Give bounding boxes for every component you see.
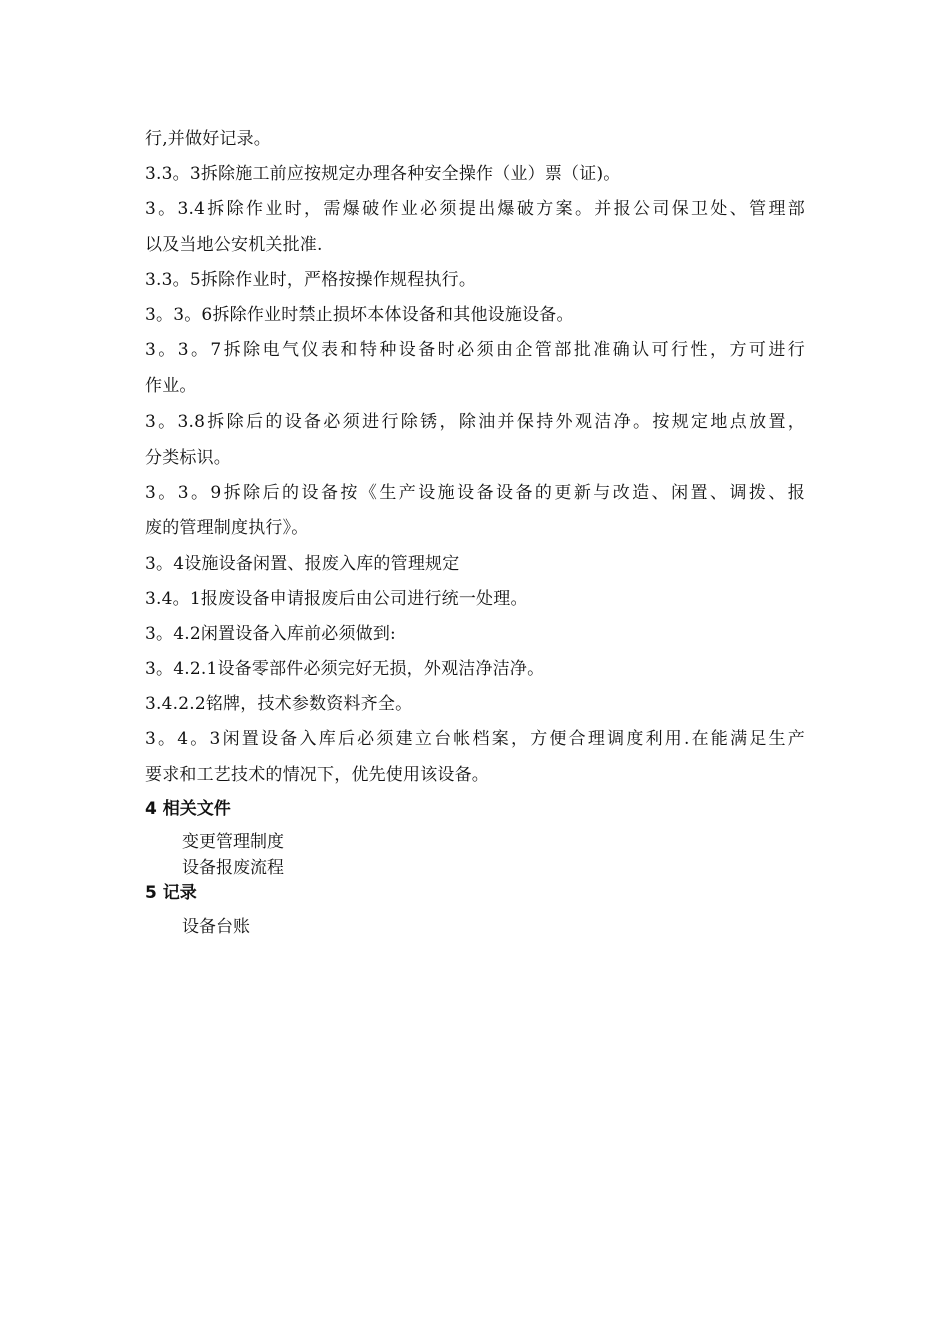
body-text-line: 3。4.2闲置设备入库前必须做到: [145, 624, 396, 644]
related-document-item: 变更管理制度 [182, 832, 284, 852]
body-text-line: 3.3。5拆除作业时，严格按操作规程执行。 [145, 270, 477, 290]
body-text-line: 3。3。7拆除电气仪表和特种设备时必须由企管部批准确认可行性，方可进行 [145, 340, 805, 360]
body-text-line: 3.4.2.2铭牌，技术参数资料齐全。 [145, 694, 413, 714]
body-text-line: 3.4。1报废设备申请报废后由公司进行统一处理。 [145, 589, 528, 609]
body-text-line: 行,并做好记录。 [145, 129, 272, 149]
body-text-line: 要求和工艺技术的情况下，优先使用该设备。 [145, 765, 489, 785]
body-text-line: 3。4设施设备闲置、报废入库的管理规定 [145, 554, 460, 574]
body-text-line: 以及当地公安机关批准. [145, 235, 323, 255]
body-text-line: 3。4.2.1设备零部件必须完好无损，外观洁净洁净。 [145, 659, 545, 679]
related-document-item: 设备报废流程 [182, 858, 284, 878]
body-text-line: 3。3。9拆除后的设备按《生产设施设备设备的更新与改造、闲置、调拨、报 [145, 483, 805, 503]
body-text-line: 作业。 [145, 376, 197, 396]
section-heading-related-documents: 4 相关文件 [145, 799, 231, 819]
body-text-line: 3。3.8拆除后的设备必须进行除锈，除油并保持外观洁净。按规定地点放置， [145, 412, 805, 432]
section-heading-records: 5 记录 [145, 883, 197, 903]
body-text-line: 3.3。3拆除施工前应按规定办理各种安全操作（业）票（证)。 [145, 164, 621, 184]
body-text-line: 3。3。6拆除作业时禁止损坏本体设备和其他设施设备。 [145, 305, 574, 325]
body-text-line: 3。4。3闲置设备入库后必须建立台帐档案，方便合理调度利用.在能满足生产 [145, 729, 805, 749]
body-text-line: 3。3.4拆除作业时，需爆破作业必须提出爆破方案。并报公司保卫处、管理部 [145, 199, 805, 219]
body-text-line: 废的管理制度执行》。 [145, 518, 309, 538]
body-text-line: 分类标识。 [145, 448, 231, 468]
record-item: 设备台账 [182, 917, 250, 937]
